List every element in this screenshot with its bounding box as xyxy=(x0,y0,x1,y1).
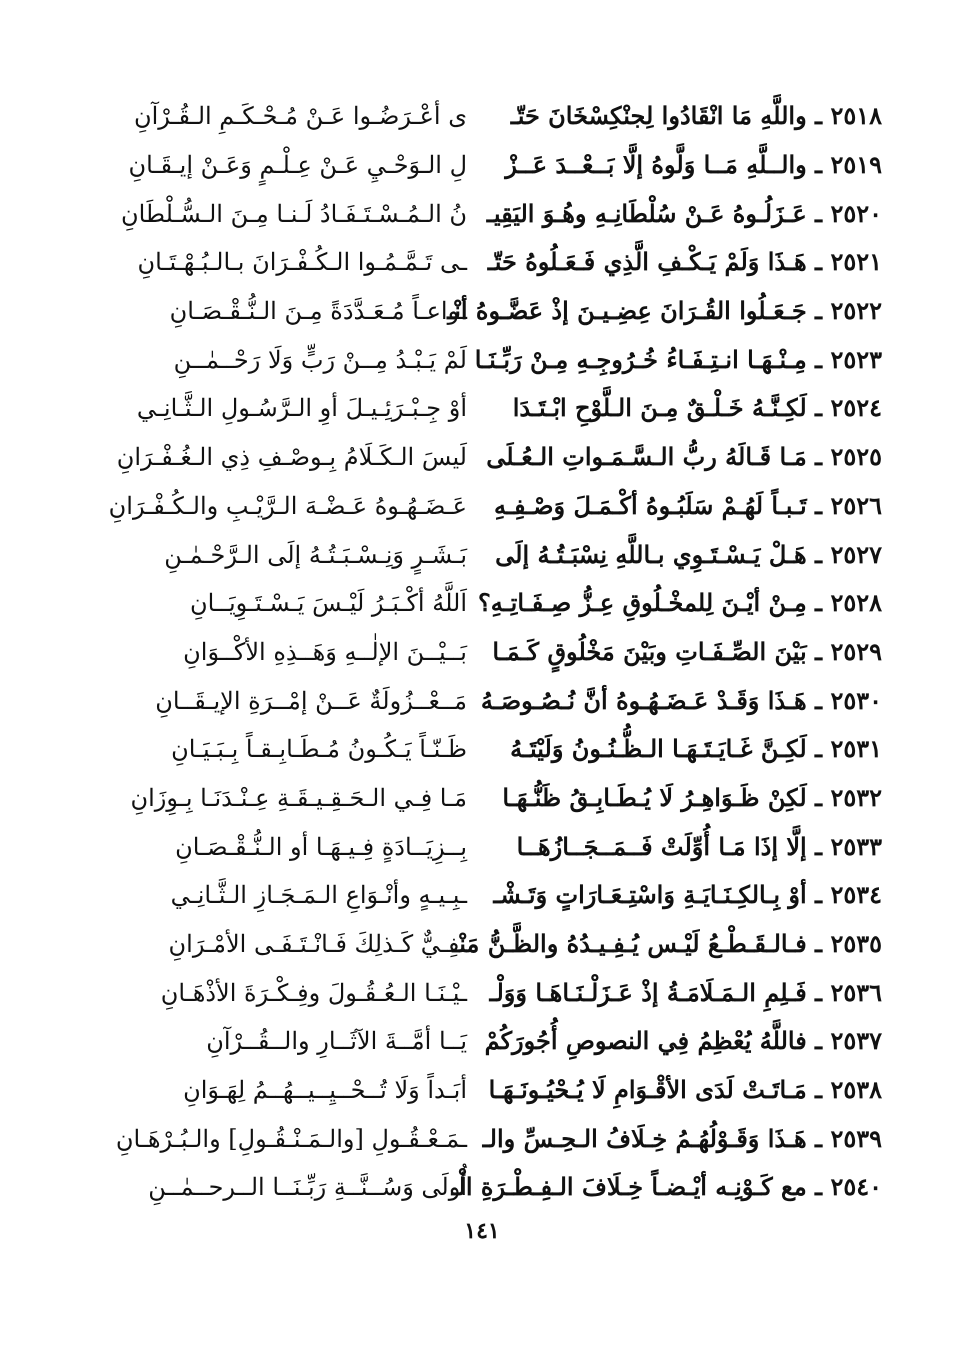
verse-line xyxy=(82,482,882,531)
verse-line xyxy=(82,335,882,384)
verse-second-hemistich: يَــا أمَّــةَ الآثَــارِ والــقُــرْآنِ xyxy=(206,1027,467,1056)
verse-line xyxy=(82,189,882,238)
verse-second-hemistich: ى أعْـرَضُـوا عَـنْ مُـحْـكَـمِ الـقُـرْآنِ xyxy=(133,102,467,131)
verse-second-hemistich: ـبِـيـهٍ وأنْـوَاعِ الـمَـجَـازِ الـثَّـانِـي xyxy=(170,881,467,910)
verse-first-hemistich: ٢٥٣٣ ـ إلَّا إذَا مَـا أُوِّلَتْ فَــمَــجَــازُهَــا xyxy=(516,831,882,861)
verse-first-hemistich: ٢٥٢٨ ـ مِـنْ أيْـنَ لِلمخْـلُوقِ عِـزُّ صِـفَـاتِـهِ؟ xyxy=(478,588,882,618)
verse-line xyxy=(82,1066,882,1115)
verse-first-hemistich: ٢٥٢٥ ـ مَـا قَـالَهُ ربُّ الـسَّـمَـواتِ الـعُـلَى xyxy=(486,442,882,472)
verse-first-hemistich: ٢٥٣٦ ـ فَـلِمِ الـمَـلَامَـةُ إذْ عَـزَلْـنَـاهَـا وَوَلْـ xyxy=(489,977,882,1007)
verse-first-hemistich: ٢٥١٨ ـ واللَّهِ مَا انْقَادُوا لِجنْكِسْخَانَ حَتّـ xyxy=(510,101,882,131)
verse-first-hemistich: ٢٥٣٥ ـ فـالـقَـطْـعُ لَيْـس يُـفِـيـدُهُ والظَّـنُّ مَنْـ xyxy=(452,929,882,959)
verse-line xyxy=(82,1017,882,1066)
verse-second-hemistich: ظَـنّـاً يَـكُـونُ مُـطَـابِـقـاً بِـبَـيَـانِ xyxy=(171,735,467,764)
verse-line xyxy=(82,384,882,433)
verse-second-hemistich: بَــيْــنَ الإلٰــهِ وَهَــذِهِ الأكْــوَانِ xyxy=(183,637,467,666)
verse-line xyxy=(82,579,882,628)
verse-second-hemistich: لَيسَ الـكَـلَامُ بِـوصْـفِ ذِي الـغُـفْـرَانِ xyxy=(116,443,467,472)
verse-line xyxy=(82,433,882,482)
verse-second-hemistich: ـى تَـمَّـمُـوا الـكُـفْـرَانَ بـالـبُـهْـتَـانِ xyxy=(137,248,467,277)
verse-second-hemistich: لَمْ يَـبْـدُ مِــنْ رَبٍّ وَلَا رَحْــمٰــنِ xyxy=(173,345,467,374)
verse-second-hemistich: اَللَّهُ أكْـبَـرُ لَيْـسَ يَـسْـتَـوِيَــانِ xyxy=(189,589,467,618)
page-number: ١٤١ xyxy=(464,1218,500,1244)
verse-first-hemistich: ٢٥٢٦ ـ تَـبـاً لَهُـمْ سَلَبُـوهُ أكْـمَـلَ وَصْـفِـهِ xyxy=(494,490,882,520)
verse-line xyxy=(82,530,882,579)
verse-line xyxy=(82,287,882,336)
verse-first-hemistich: ٢٥٣٨ ـ مَـاتَـتْ لَدَى الأقْـوَامِ لَا يُـحْيُـونَـهَـا xyxy=(488,1075,882,1105)
verse-line xyxy=(82,141,882,190)
verse-first-hemistich: ٢٥٣٠ ـ هَـذَا وَقَـدْ عَـضَـهُـوهُ أنَّ نُـصُـوصَـهُ xyxy=(480,685,882,715)
verse-line xyxy=(82,774,882,823)
verse-second-hemistich: لِ الـوَحْـيِ عَـنْ عِـلْـمٍ وَعَـنْ إيـقَـانِ xyxy=(128,151,467,180)
verse-first-hemistich: ٢٥٢٠ ـ عَـزَلُـوهُ عَـنْ سُلْطَانِـهِ وهُـوَ اليَقِيـ xyxy=(486,198,882,228)
verse-second-hemistich: نُ الـمُـسْـتَـفَـادُ لَـنـا مِـنَ الـسُّـلْطَانِ xyxy=(120,199,467,228)
verse-line xyxy=(82,920,882,969)
verse-second-hemistich: بِــزِيَــادَةٍ فِـيـهَـا أو الـنُّـقْـصَـانِ xyxy=(175,832,467,861)
verse-first-hemistich: ٢٥٤٠ ـ مع كَـوْنِـه أيْـضـاً خِـلَافَ الـفِـطْـرَةِ الْـ xyxy=(451,1172,882,1202)
verse-first-hemistich: ٢٥٣٤ ـ أوْ بِـالكِـنَـايَـةِ وَاسْتِـعَـارَاتٍ وَتَـشْـ xyxy=(493,880,882,910)
verse-second-hemistich: أبَـداً وَلَا تُــحْــيِــيــهُــمُ لِهَـوَانِ xyxy=(183,1076,467,1105)
verse-line xyxy=(82,676,882,725)
verse-first-hemistich: ٢٥٢٣ ـ مِـنْـهَـا انـتِـفَـاءُ خُـرُوجِـهِ مِـنْ رَبِّـنَـا xyxy=(474,344,882,374)
verse-line xyxy=(82,92,882,141)
verse-first-hemistich: ٢٥٣٧ ـ فاللَّهُ يُعْظِمُ فِي النصوصِ أُجُورَكُمْ xyxy=(484,1026,882,1056)
verse-first-hemistich: ٢٥٢٧ ـ هَـلْ يَـسْـتَـوِي بـاللَّهِ نِسْبَـتُـهُ إلَى xyxy=(495,539,882,569)
verse-first-hemistich: ٢٥٢٤ ـ لَكِـنَّـهُ خَـلْـقٌ مِـنَ الـلَّوْحِ ابْـتَـدَا xyxy=(512,393,882,423)
verse-second-hemistich: مَــعْــزُولَةٌ عَــنْ إمْــرَةِ الإيـقَــانِ xyxy=(155,686,467,715)
verse-second-hemistich: أُولَى وَسُــنَّــةِ رَبِّـنَــا الــرحــمٰــنِ xyxy=(148,1173,467,1202)
verse-first-hemistich: ٢٥٣٩ ـ هَـذَا وَقَـوْلُهُـمُ خِـلَافُ الـحِـسِّ والـ xyxy=(482,1123,882,1153)
verse-second-hemistich: ـواعـاً مُـعَـدَّدَةً مِـنَ الـنُّـقْـصَـانِ xyxy=(169,297,467,326)
verse-first-hemistich: ٢٥١٩ ـ والــلَّهِ مَــا وَلَّوهُ إلَّا بَــعْــدَ عَــزْ xyxy=(505,150,882,180)
verse-first-hemistich: ٢٥٢١ ـ هَـذَا وَلَمْ يَـكْـفِ الَّذِي فَـعَـلُوهُ حَتّـ xyxy=(487,247,882,277)
verse-first-hemistich: ٢٥٢٩ ـ بَيْنَ الصِّـفَـاتِ وبَيْنَ مَخْلُوقٍ كَـمَـا xyxy=(492,636,882,666)
verse-second-hemistich: بَـشَـرٍ وَنِـسْـبَـتُـهُ إلَى الـرَّحْـمٰـنِ xyxy=(164,540,467,569)
verse-first-hemistich: ٢٥٣١ ـ لَكِـنَّ غَـايَـتَـهَـا الـظُّـنُـونُ وَلَيْتَـهُ xyxy=(510,734,882,764)
verse-line xyxy=(82,238,882,287)
verse-second-hemistich: مَـا فِـي الـحَـقِـيـقَـةِ عِـنْـدَنَـا بِـوِزَانِ xyxy=(130,783,467,812)
verse-first-hemistich: ٢٥٣٢ ـ لَكِنْ ظَـوَاهِـرُ لَا يُـطَـابِـقُ ظَنُّـهَـا xyxy=(502,782,882,812)
verse-line xyxy=(82,725,882,774)
verse-line xyxy=(82,628,882,677)
verse-second-hemistich: عَـضَـهُـوهُ عَـضْـهَ الـرَّيْـبِ والـكُـفْـرَانِ xyxy=(108,491,467,520)
poem-verses xyxy=(82,92,882,1212)
verse-second-hemistich: ـمَـعْـقُـولِ [والـمَـنْـقُـولِ] والـبُـرْهَـانِ xyxy=(115,1124,467,1153)
verse-second-hemistich: ـفِـيٌّ كَـذلِكَ فَـانْـتَـفَـى الأمْـرَانِ xyxy=(168,930,467,959)
verse-line xyxy=(82,871,882,920)
verse-line xyxy=(82,968,882,1017)
verse-second-hemistich: أوْ جِـبْـرَئِـيـلَ أوِ الـرَّسُـولِ الـثَّـانِـي xyxy=(136,394,467,423)
verse-first-hemistich: ٢٥٢٢ ـ جَـعَـلُوا القُـرَانَ عِضِـيـنَ إذْ عَضَّـوهُ أنْـ xyxy=(447,296,882,326)
verse-line xyxy=(82,1163,882,1212)
verse-second-hemistich: ـيْـنَـا الـعُـقُـولَ وفِـكْـرَةَ الأذْهَـانِ xyxy=(160,978,467,1007)
verse-line xyxy=(82,822,882,871)
verse-line xyxy=(82,1114,882,1163)
